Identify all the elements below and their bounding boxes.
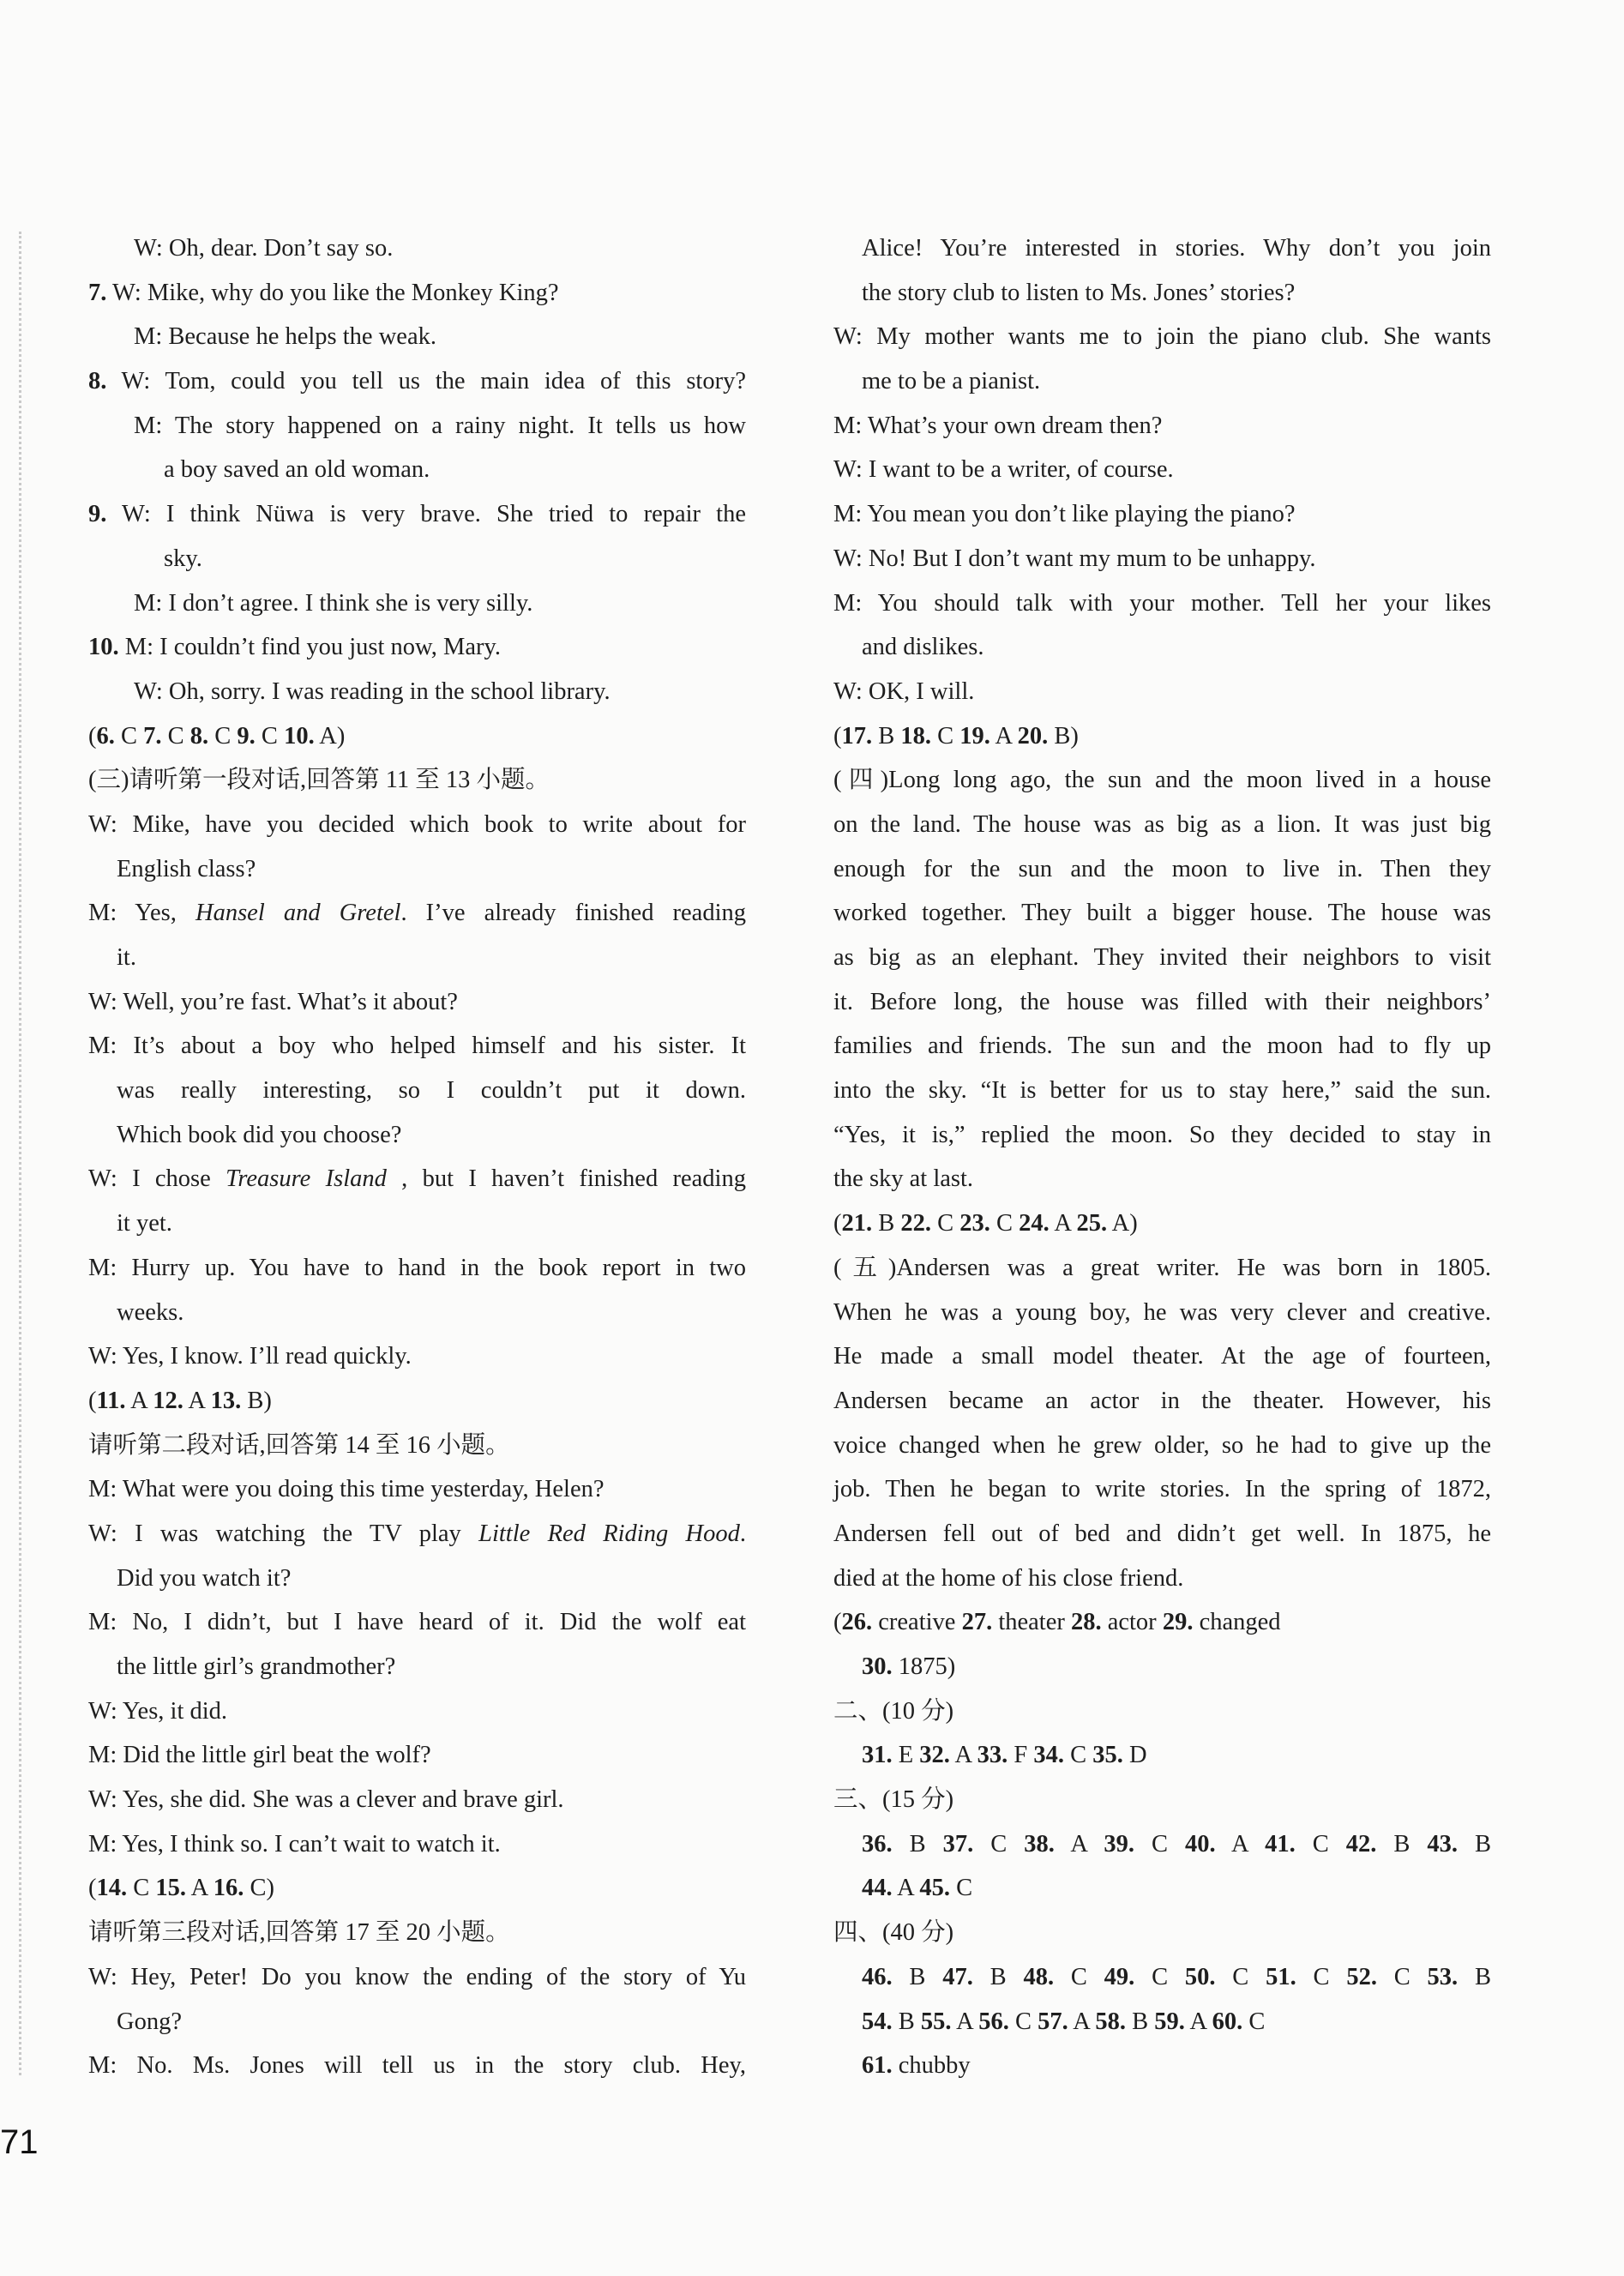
answer-line bbox=[88, 1866, 746, 1911]
text-line bbox=[833, 803, 1491, 847]
line-text: W: Tom, could you tell us the main idea of this story? bbox=[106, 368, 746, 395]
text-line bbox=[833, 1689, 1491, 1734]
line-text: W: I was watching the TV play Little Red Riding Hood. bbox=[88, 1520, 746, 1547]
text-line bbox=[88, 404, 746, 449]
text-line bbox=[833, 404, 1491, 449]
line-text: (26. creative 27. theater 28. actor 29. changed bbox=[833, 1609, 1281, 1636]
line-text: W: Hey, Peter! Do you know the ending of the story of Yu bbox=[88, 1963, 746, 1990]
text-line bbox=[833, 1424, 1491, 1468]
line-text: Gong? bbox=[117, 2008, 182, 2035]
line-text: 30. 1875) bbox=[862, 1653, 956, 1680]
text-line bbox=[88, 670, 746, 714]
text-line bbox=[88, 1201, 746, 1246]
answer-line bbox=[88, 1379, 746, 1424]
text-line bbox=[833, 1246, 1491, 1291]
line-text: 二、(10 分) bbox=[833, 1697, 954, 1725]
line-text: the little girl’s grandmother? bbox=[117, 1653, 396, 1680]
text-line bbox=[833, 271, 1491, 316]
left-column bbox=[88, 226, 746, 2088]
text-line bbox=[88, 625, 746, 670]
line-text: was really interesting, so I couldn’t put it down. bbox=[117, 1077, 746, 1105]
answer-line bbox=[833, 2000, 1491, 2044]
line-text: (11. A 12. A 13. B) bbox=[88, 1387, 272, 1414]
text-line bbox=[88, 359, 746, 404]
line-text: 61. chubby bbox=[862, 2052, 971, 2080]
line-text: Alice! You’re interested in stories. Why don’t you join bbox=[862, 235, 1491, 262]
text-line bbox=[88, 891, 746, 936]
line-text: and dislikes. bbox=[862, 634, 984, 661]
line-text: M: You should talk with your mother. Tell her your likes bbox=[833, 589, 1491, 617]
line-text: 46. B 47. B 48. C 49. C 50. C 51. C 52. C 53. B bbox=[862, 1963, 1491, 1990]
line-text: 54. B 55. A 56. C 57. A 58. B 59. A 60. C bbox=[862, 2008, 1266, 2035]
text-line bbox=[88, 226, 746, 271]
line-text: 请听第三段对话,回答第 17 至 20 小题。 bbox=[88, 1919, 510, 1947]
line-text: (三)请听第一段对话,回答第 11 至 13 小题。 bbox=[88, 767, 550, 794]
text-line bbox=[88, 758, 746, 803]
answer-line bbox=[833, 1822, 1491, 1867]
line-text: W: I want to be a writer, of course. bbox=[833, 456, 1174, 484]
text-line bbox=[833, 625, 1491, 670]
line-text: M: No. Ms. Jones will tell us in the story club. Hey, bbox=[88, 2052, 746, 2080]
line-text: W: Yes, I know. I’ll read quickly. bbox=[88, 1343, 412, 1370]
text-line bbox=[88, 1556, 746, 1601]
line-text: weeks. bbox=[117, 1298, 184, 1326]
line-text: M: The story happened on a rainy night. It tells us how bbox=[134, 412, 746, 439]
line-text: M: Hurry up. You have to hand in the book report in two bbox=[88, 1254, 746, 1281]
line-text: into the sky. “It is better for us to stay here,” said the sun. bbox=[833, 1077, 1491, 1105]
line-text: me to be a pianist. bbox=[862, 368, 1041, 395]
line-text: Did you watch it? bbox=[117, 1564, 292, 1592]
line-text: Which book did you choose? bbox=[117, 1121, 402, 1148]
line-text: He made a small model theater. At the age of fourteen, bbox=[833, 1343, 1491, 1370]
text-line bbox=[833, 359, 1491, 404]
text-line bbox=[833, 1024, 1491, 1069]
text-line bbox=[833, 670, 1491, 714]
margin-dotted-line bbox=[19, 232, 21, 2075]
text-line bbox=[88, 1467, 746, 1512]
text-line bbox=[88, 1955, 746, 2000]
text-line bbox=[88, 537, 746, 581]
line-text: 36. B 37. C 38. A 39. C 40. A 41. C 42. B 43. B bbox=[862, 1830, 1491, 1858]
text-line bbox=[88, 448, 746, 492]
line-text: W: I chose Treasure Island , but I haven’t finished reading bbox=[88, 1165, 746, 1193]
line-text: W: Yes, it did. bbox=[88, 1697, 228, 1725]
text-line bbox=[833, 1512, 1491, 1556]
line-text: M: What were you doing this time yesterday, Helen? bbox=[88, 1476, 604, 1503]
text-line bbox=[88, 1512, 746, 1556]
answer-line bbox=[833, 1866, 1491, 1911]
text-line bbox=[88, 1069, 746, 1113]
line-text: (14. C 15. A 16. C) bbox=[88, 1875, 274, 1902]
answer-line bbox=[88, 714, 746, 759]
text-line bbox=[88, 803, 746, 847]
line-text: died at the home of his close friend. bbox=[833, 1564, 1184, 1592]
line-text: M: Yes, Hansel and Gretel. I’ve already finished reading bbox=[88, 900, 746, 927]
line-text: 44. A 45. C bbox=[862, 1875, 973, 1902]
text-line bbox=[833, 1157, 1491, 1201]
line-text: a boy saved an old woman. bbox=[164, 456, 430, 484]
line-text: (21. B 22. C 23. C 24. A 25. A) bbox=[833, 1210, 1138, 1237]
line-text: Andersen became an actor in the theater. However, his bbox=[833, 1387, 1491, 1414]
line-text: (6. C 7. C 8. C 9. C 10. A) bbox=[88, 722, 346, 750]
line-text: 请听第二段对话,回答第 14 至 16 小题。 bbox=[88, 1431, 510, 1459]
line-text: W: I think Nüwa is very brave. She tried to repair the bbox=[106, 501, 746, 528]
line-text: English class? bbox=[117, 855, 256, 882]
line-text: it. bbox=[117, 944, 136, 971]
question-number: 8. bbox=[88, 368, 107, 395]
text-line bbox=[833, 936, 1491, 980]
line-text: “Yes, it is,” replied the moon. So they decided to stay in bbox=[833, 1121, 1491, 1148]
text-line bbox=[88, 1733, 746, 1778]
text-line bbox=[833, 1334, 1491, 1379]
text-line bbox=[833, 1911, 1491, 1955]
text-line bbox=[833, 980, 1491, 1025]
text-line bbox=[88, 1291, 746, 1335]
question-number: 7. bbox=[88, 279, 107, 306]
line-text: enough for the sun and the moon to live in. Then they bbox=[833, 855, 1491, 882]
line-text: M: You mean you don’t like playing the piano? bbox=[833, 501, 1296, 528]
text-line bbox=[833, 581, 1491, 626]
answer-line bbox=[833, 1645, 1491, 1689]
line-text: job. Then he began to write stories. In the spring of 1872, bbox=[833, 1476, 1491, 1503]
text-line bbox=[88, 271, 746, 316]
line-text: W: Mike, have you decided which book to write about for bbox=[88, 810, 746, 838]
text-line bbox=[833, 1556, 1491, 1601]
text-line bbox=[88, 1334, 746, 1379]
line-text: W: Oh, sorry. I was reading in the school library. bbox=[134, 677, 611, 705]
text-line bbox=[88, 315, 746, 359]
text-line bbox=[88, 581, 746, 626]
answer-line bbox=[833, 1955, 1491, 2000]
text-line bbox=[833, 492, 1491, 537]
text-line bbox=[833, 891, 1491, 936]
line-text: When he was a young boy, he was very clever and creative. bbox=[833, 1298, 1491, 1326]
text-line bbox=[88, 847, 746, 892]
line-text: M: It’s about a boy who helped himself and his sister. It bbox=[88, 1033, 746, 1060]
text-line bbox=[88, 1822, 746, 1867]
text-line bbox=[88, 1778, 746, 1822]
line-text: voice changed when he grew older, so he had to give up the bbox=[833, 1431, 1491, 1459]
text-line bbox=[88, 1424, 746, 1468]
line-text: 三、(15 分) bbox=[833, 1786, 954, 1814]
line-text: as big as an elephant. They invited their neighbors to visit bbox=[833, 944, 1491, 971]
text-line bbox=[88, 1645, 746, 1689]
line-text: M: I don’t agree. I think she is very silly. bbox=[134, 589, 533, 617]
line-text: (五)Andersen was a great writer. He was born in 1805. bbox=[833, 1254, 1491, 1281]
text-line bbox=[88, 1600, 746, 1645]
text-line bbox=[88, 1689, 746, 1734]
text-line bbox=[88, 2000, 746, 2044]
question-number: 9. bbox=[88, 501, 107, 528]
text-line bbox=[833, 537, 1491, 581]
text-line bbox=[833, 226, 1491, 271]
answer-line bbox=[833, 1201, 1491, 1246]
question-number: 10. bbox=[88, 634, 119, 661]
line-text: 31. E 32. A 33. F 34. C 35. D bbox=[862, 1742, 1147, 1769]
page-number: 71 bbox=[0, 2123, 39, 2161]
line-text: the sky at last. bbox=[833, 1165, 974, 1193]
text-line bbox=[833, 847, 1491, 892]
text-line bbox=[88, 1157, 746, 1201]
answer-line bbox=[833, 1600, 1491, 1645]
text-line bbox=[88, 492, 746, 537]
line-text: M: Yes, I think so. I can’t wait to watch it. bbox=[88, 1830, 501, 1858]
line-text: families and friends. The sun and the moon had to fly up bbox=[833, 1033, 1491, 1060]
answer-line bbox=[833, 1733, 1491, 1778]
text-line bbox=[833, 1778, 1491, 1822]
text-line bbox=[833, 315, 1491, 359]
line-text: Andersen fell out of bed and didn’t get well. In 1875, he bbox=[833, 1520, 1491, 1547]
text-line bbox=[833, 448, 1491, 492]
answer-line bbox=[833, 2044, 1491, 2088]
line-text: M: No, I didn’t, but I have heard of it. Did the wolf eat bbox=[88, 1609, 746, 1636]
text-line bbox=[833, 1069, 1491, 1113]
line-text: W: No! But I don’t want my mum to be unhappy. bbox=[833, 545, 1316, 572]
line-text: the story club to listen to Ms. Jones’ stories? bbox=[862, 279, 1296, 306]
text-line bbox=[833, 1467, 1491, 1512]
line-text: M: Did the little girl beat the wolf? bbox=[88, 1742, 431, 1769]
text-line bbox=[833, 1113, 1491, 1158]
text-line bbox=[833, 1379, 1491, 1424]
line-text: M: Because he helps the weak. bbox=[134, 323, 436, 351]
right-column bbox=[833, 226, 1491, 2088]
line-text: (四)Long long ago, the sun and the moon lived in a house bbox=[833, 767, 1491, 794]
line-text: W: OK, I will. bbox=[833, 677, 975, 705]
line-text: W: Oh, dear. Don’t say so. bbox=[134, 235, 394, 262]
line-text: W: Mike, why do you like the Monkey King? bbox=[106, 279, 559, 306]
line-text: it. Before long, the house was filled with their neighbors’ bbox=[833, 988, 1491, 1015]
text-line bbox=[88, 1246, 746, 1291]
line-text: sky. bbox=[164, 545, 202, 572]
text-line bbox=[88, 1911, 746, 1955]
line-text: it yet. bbox=[117, 1210, 172, 1237]
answer-line bbox=[833, 714, 1491, 759]
line-text: W: My mother wants me to join the piano club. She wants bbox=[833, 323, 1491, 351]
text-line bbox=[88, 2044, 746, 2088]
line-text: M: What’s your own dream then? bbox=[833, 412, 1163, 439]
text-line bbox=[88, 1113, 746, 1158]
line-text: (17. B 18. C 19. A 20. B) bbox=[833, 722, 1079, 750]
line-text: W: Well, you’re fast. What’s it about? bbox=[88, 988, 458, 1015]
line-text: M: I couldn’t find you just now, Mary. bbox=[118, 634, 502, 661]
line-text: on the land. The house was as big as a lion. It was just big bbox=[833, 810, 1491, 838]
text-line bbox=[88, 1024, 746, 1069]
text-line bbox=[88, 980, 746, 1025]
text-line bbox=[88, 936, 746, 980]
line-text: 四、(40 分) bbox=[833, 1919, 954, 1947]
text-line bbox=[833, 758, 1491, 803]
text-line bbox=[833, 1291, 1491, 1335]
line-text: W: Yes, she did. She was a clever and brave girl. bbox=[88, 1786, 564, 1814]
line-text: worked together. They built a bigger house. The house was bbox=[833, 900, 1491, 927]
